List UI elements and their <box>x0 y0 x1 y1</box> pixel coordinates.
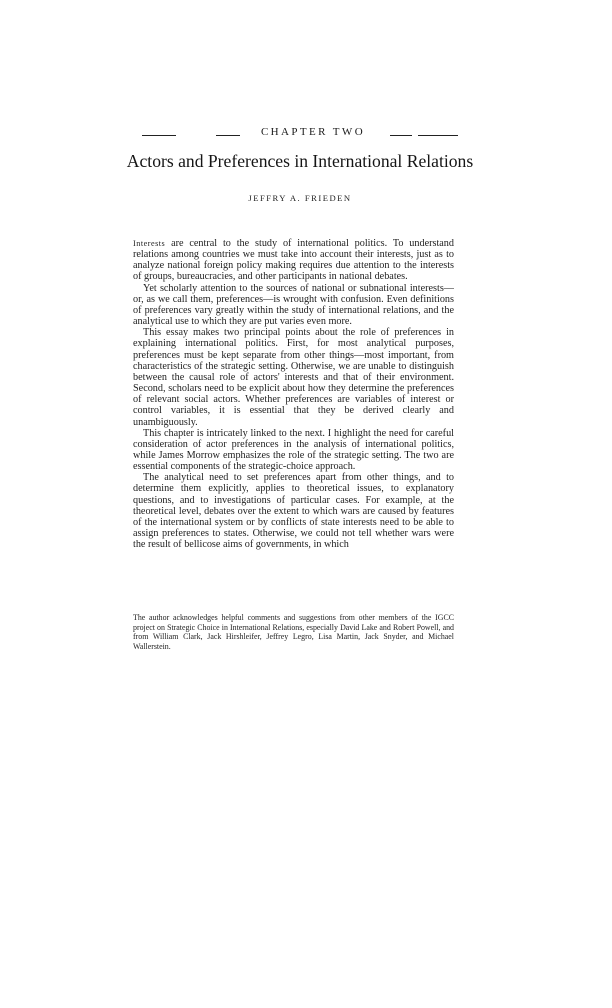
paragraph-3: This essay makes two principal points about the role of preferences in explaining international politics. First, for most analytical purposes, preferences must be kept separate from other things—most important, from characteristics of the strategic setting. Otherwise, we are unable to distinguish between the causal role of actors' interests and that of their environment. Second, scholars need to be explicit about how they determine the preferences of relevant social actors. Whether preferences are variables of interest or control variables, it is essential that they be derived clearly and unambiguously. <box>133 327 454 428</box>
paragraph-1 <box>133 238 454 283</box>
header-rule-right-inner <box>390 135 412 136</box>
lead-in-word: Interests <box>133 239 166 248</box>
paragraph-5: The analytical need to set preferences apart from other things, and to determine them explicitly, applies to theoretical issues, to explanatory questions, and to investigations of particular cases. For example, at the theoretical level, debates over the extent to which wars are caused by features of the international system or by conflicts of state interests need to be able to assign preferences to states. Otherwise, we could not tell whether wars were the result of bellicose aims of governments, in which <box>133 472 454 551</box>
chapter-label: CHAPTER TWO <box>260 126 366 138</box>
header-rule-right <box>418 135 458 136</box>
chapter-header <box>142 125 458 141</box>
header-rule-left-inner <box>216 135 240 136</box>
chapter-title: Actors and Preferences in International Relations <box>126 151 474 171</box>
paragraph-1-text: are central to the study of international politics. To understand relations among countries we must take into account their interests, just as to analyze national foreign policy making requires due attention to the interests of groups, bureaucracies, and other participants in national debates. <box>133 238 454 283</box>
author-name: JEFFRY A. FRIEDEN <box>248 193 352 203</box>
header-rule-left <box>142 135 176 136</box>
paragraph-4: This chapter is intricately linked to the next. I highlight the need for careful consideration of actor preferences in the analysis of international politics, while James Morrow emphasizes the role of the strategic setting. The two are essential components of the strategic-choice approach. <box>133 427 454 473</box>
paragraph-2: Yet scholarly attention to the sources of national or subnational interests—or, as we call them, preferences—is wrought with confusion. Even definitions of preferences vary greatly within the study of international relations, and the analytical use to which they are put varies even more. <box>133 282 454 328</box>
body-text <box>133 238 454 550</box>
acknowledgment-footnote: The author acknowledges helpful comments and suggestions from other members of the IGCC project on Strategic Choice in International Relations, especially David Lake and Robert Powell, and from William Clark, Jack Hirshleifer, Jeffrey Legro, Lisa Martin, Jack Snyder, and Michael Wallerstein. <box>133 613 454 652</box>
